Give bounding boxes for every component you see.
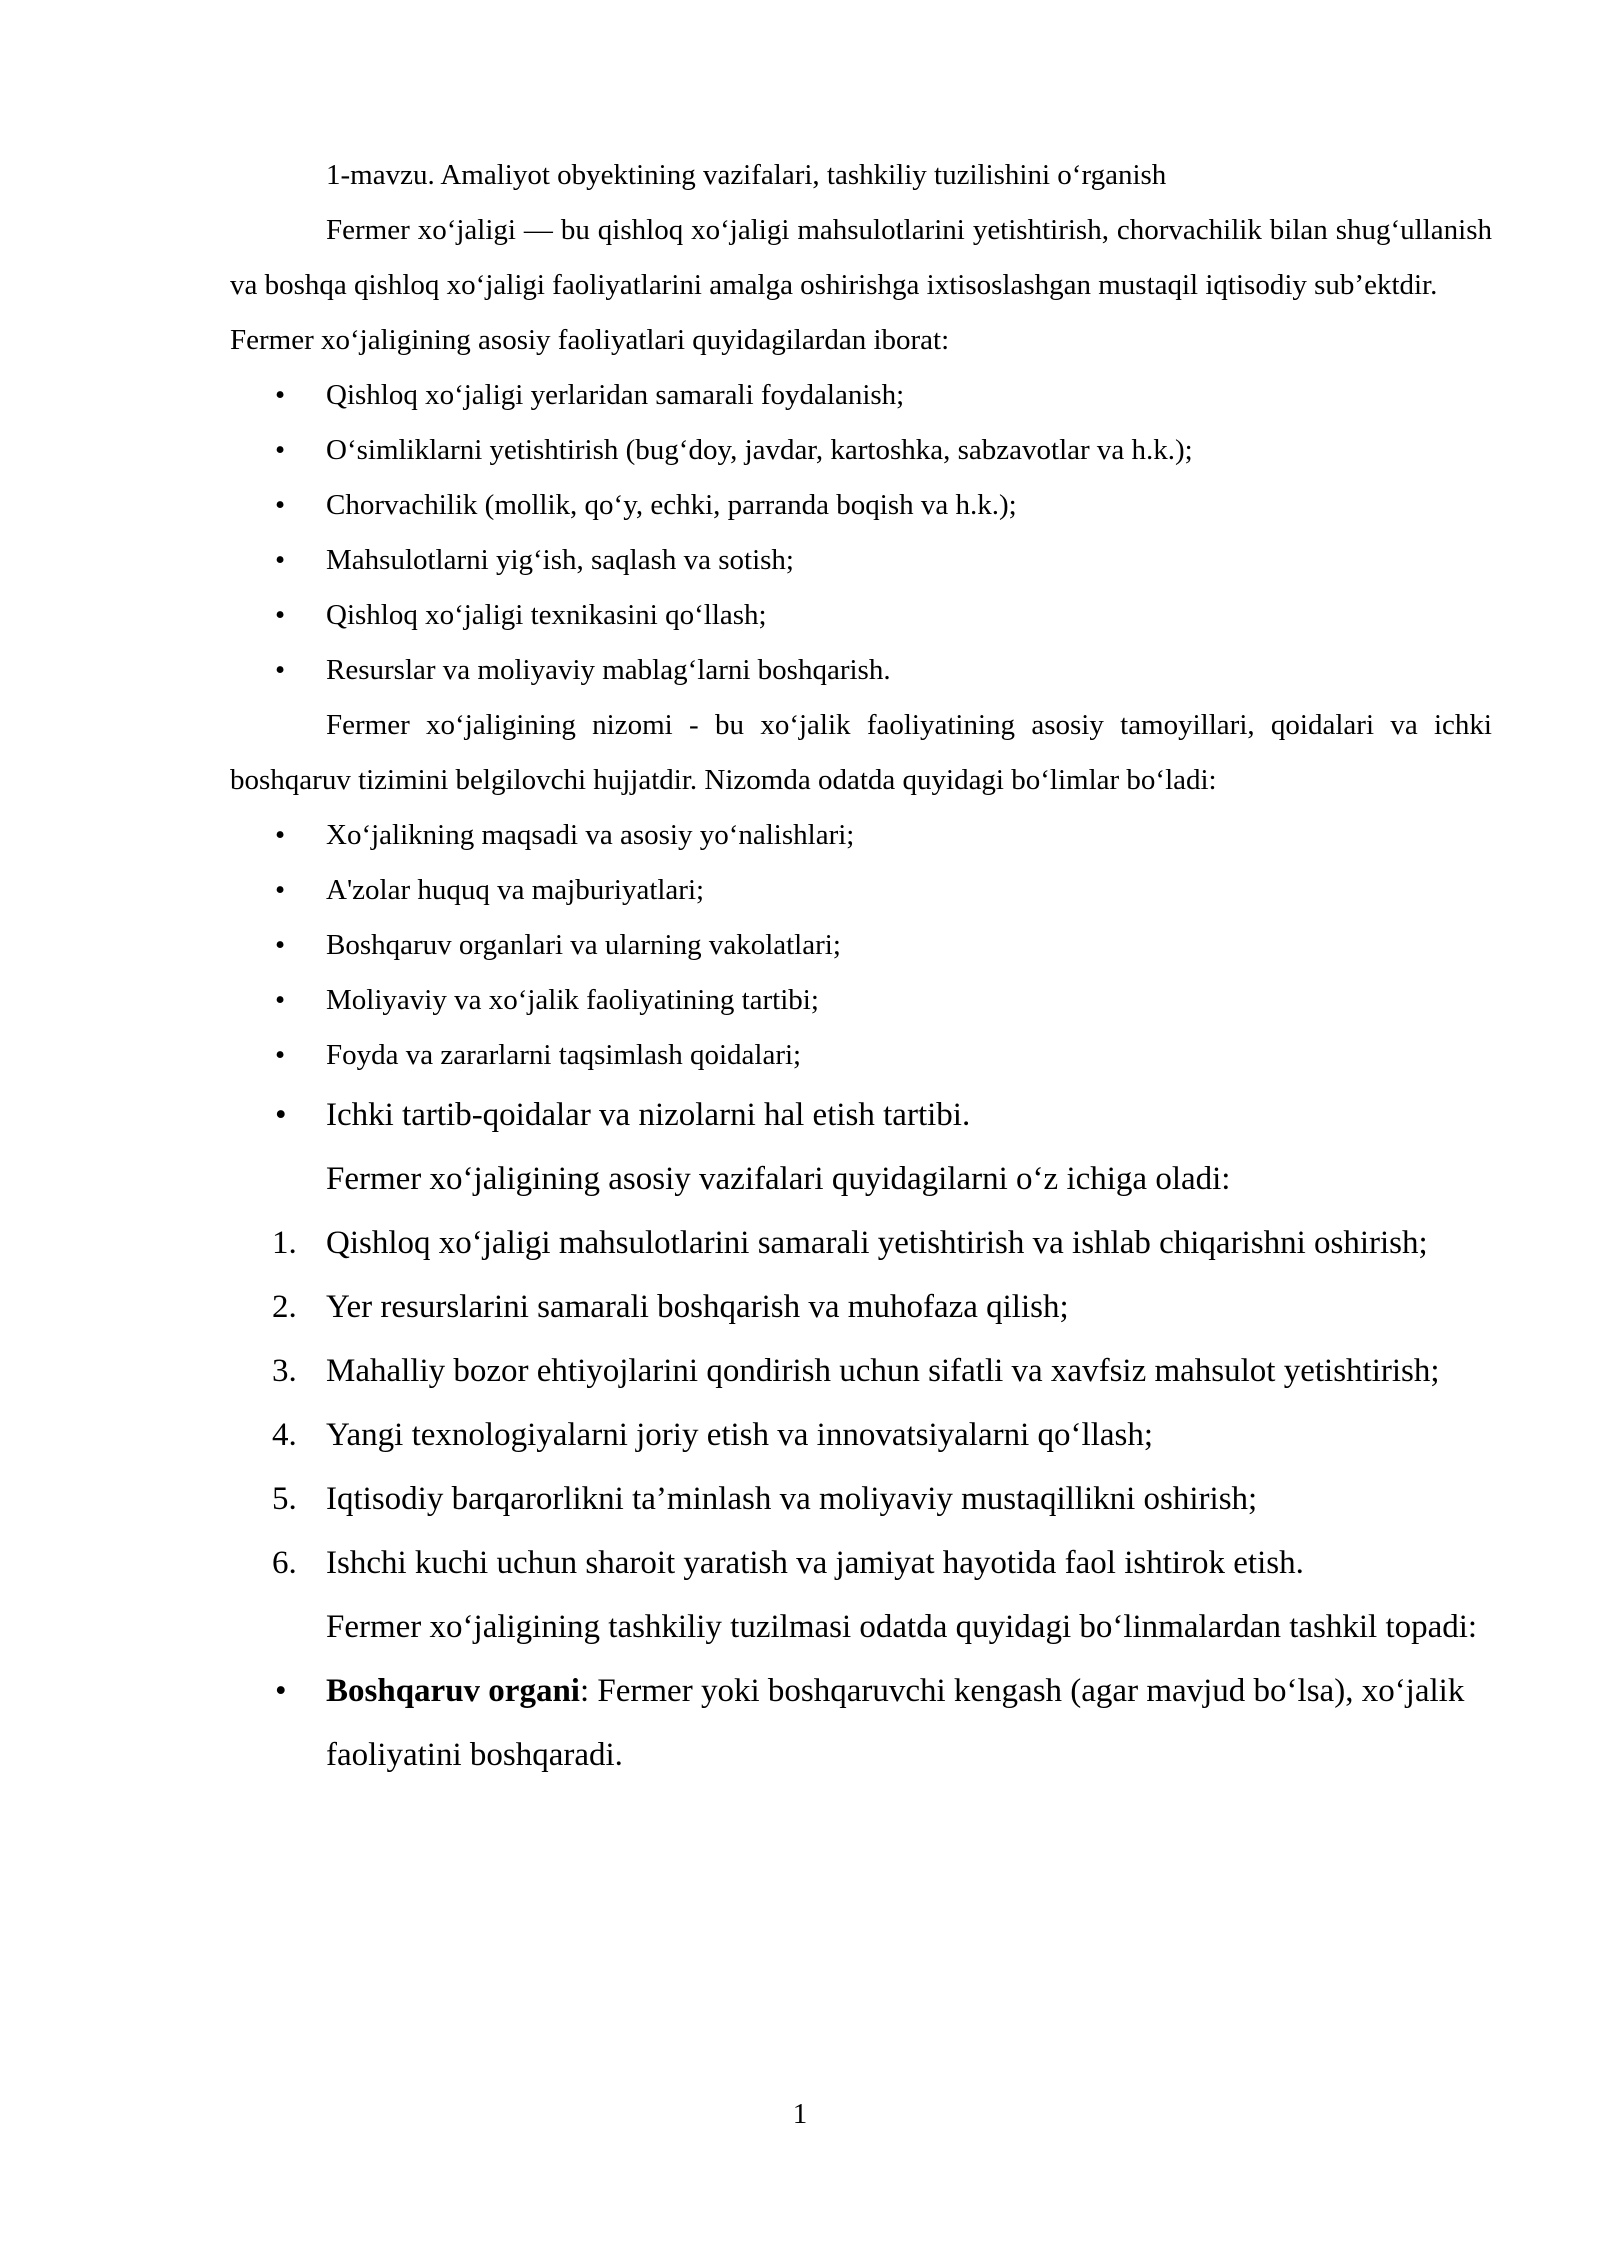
item-text: Qishloq xo‘jaligi mahsulotlarini samarali yetishtirish va ishlab chiqarishni oshirish; bbox=[326, 1225, 1428, 1261]
numbered-item bbox=[230, 1467, 1492, 1531]
charter-sections-list bbox=[230, 808, 1492, 1083]
list-item: • Xo‘jalikning maqsadi va asosiy yo‘nalishlari; bbox=[230, 808, 1492, 863]
numbered-item bbox=[230, 1339, 1492, 1403]
document-body bbox=[230, 148, 1492, 1787]
structure-term: Boshqaruv organi bbox=[326, 1673, 580, 1709]
item-text: Yangi texnologiyalarni joriy etish va innovatsiyalarni qo‘llash; bbox=[326, 1417, 1154, 1453]
numbered-item bbox=[230, 1531, 1492, 1595]
list-item: • Mahsulotlarni yig‘ish, saqlash va sotish; bbox=[230, 533, 1492, 588]
charter-sections-list-end bbox=[230, 1083, 1492, 1147]
structure-description: : Fermer yoki boshqaruvchi kengash (agar mavjud bo‘lsa), xo‘jalik faoliyatini boshqaradi. bbox=[326, 1673, 1465, 1773]
topic-title: 1-mavzu. Amaliyot obyektining vazifalari, tashkiliy tuzilishini o‘rganish bbox=[326, 159, 1167, 191]
list-item: • Qishloq xo‘jaligi texnikasini qo‘llash; bbox=[230, 588, 1492, 643]
structure-paragraph: Fermer xo‘jaligining tashkiliy tuzilmasi odatda quyidagi bo‘linmalardan tashkil topadi: bbox=[326, 1609, 1478, 1645]
item-number: 1. bbox=[272, 1225, 297, 1261]
item-number: 4. bbox=[272, 1417, 297, 1453]
list-item: • Qishloq xo‘jaligi yerlaridan samarali foydalanish; bbox=[230, 368, 1492, 423]
tasks-intro: Fermer xo‘jaligining asosiy vazifalari quyidagilarni o‘z ichiga oladi: bbox=[326, 1161, 1231, 1197]
item-number: 6. bbox=[272, 1545, 297, 1581]
definition-paragraph: Fermer xo‘jaligi — bu qishloq xo‘jaligi mahsulotlarini yetishtirish, chorvachilik bilan shug‘ullanish va boshqa qishloq xo‘jaligi faoliyatlarini amalga oshirishga ixtisoslashgan mustaqil iqtisodiy sub’ektdir. bbox=[230, 214, 1492, 301]
item-number: 5. bbox=[272, 1481, 297, 1517]
list-item: • Boshqaruv organlari va ularning vakolatlari; bbox=[230, 918, 1492, 973]
list-item: • Moliyaviy va xo‘jalik faoliyatining tartibi; bbox=[230, 973, 1492, 1028]
item-text: Ishchi kuchi uchun sharoit yaratish va jamiyat hayotida faol ishtirok etish. bbox=[326, 1545, 1304, 1581]
structure-list bbox=[230, 1659, 1492, 1787]
list-item: • Resurslar va moliyaviy mablag‘larni boshqarish. bbox=[230, 643, 1492, 698]
item-number: 3. bbox=[272, 1353, 297, 1389]
item-number: 2. bbox=[272, 1289, 297, 1325]
page-number: 1 bbox=[792, 2098, 808, 2130]
numbered-item bbox=[230, 1403, 1492, 1467]
list-item: • Chorvachilik (mollik, qo‘y, echki, parranda boqish va h.k.); bbox=[230, 478, 1492, 533]
item-text: Mahalliy bozor ehtiyojlarini qondirish uchun sifatli va xavfsiz mahsulot yetishtirish; bbox=[326, 1353, 1440, 1389]
charter-paragraph: Fermer xo‘jaligining nizomi - bu xo‘jalik faoliyatining asosiy tamoyillari, qoidalari va ichki boshqaruv tizimini belgilovchi hujjatdir. Nizomda odatda quyidagi bo‘limlar bo‘ladi: bbox=[230, 709, 1492, 796]
list-item: • Foyda va zararlarni taqsimlash qoidalari; bbox=[230, 1028, 1492, 1083]
tasks-list bbox=[230, 1211, 1492, 1595]
activities-intro: Fermer xo‘jaligining asosiy faoliyatlari quyidagilardan iborat: bbox=[230, 324, 950, 356]
list-item: • O‘simliklarni yetishtirish (bug‘doy, javdar, kartoshka, sabzavotlar va h.k.); bbox=[230, 423, 1492, 478]
item-text: Yer resurslarini samarali boshqarish va muhofaza qilish; bbox=[326, 1289, 1069, 1325]
activities-list bbox=[230, 368, 1492, 698]
list-item: • Ichki tartib-qoidalar va nizolarni hal etish tartibi. bbox=[230, 1083, 1492, 1147]
list-item bbox=[230, 1659, 1492, 1787]
numbered-item bbox=[230, 1211, 1492, 1275]
item-text: Iqtisodiy barqarorlikni ta’minlash va moliyaviy mustaqillikni oshirish; bbox=[326, 1481, 1258, 1517]
numbered-item bbox=[230, 1275, 1492, 1339]
list-item: • A'zolar huquq va majburiyatlari; bbox=[230, 863, 1492, 918]
